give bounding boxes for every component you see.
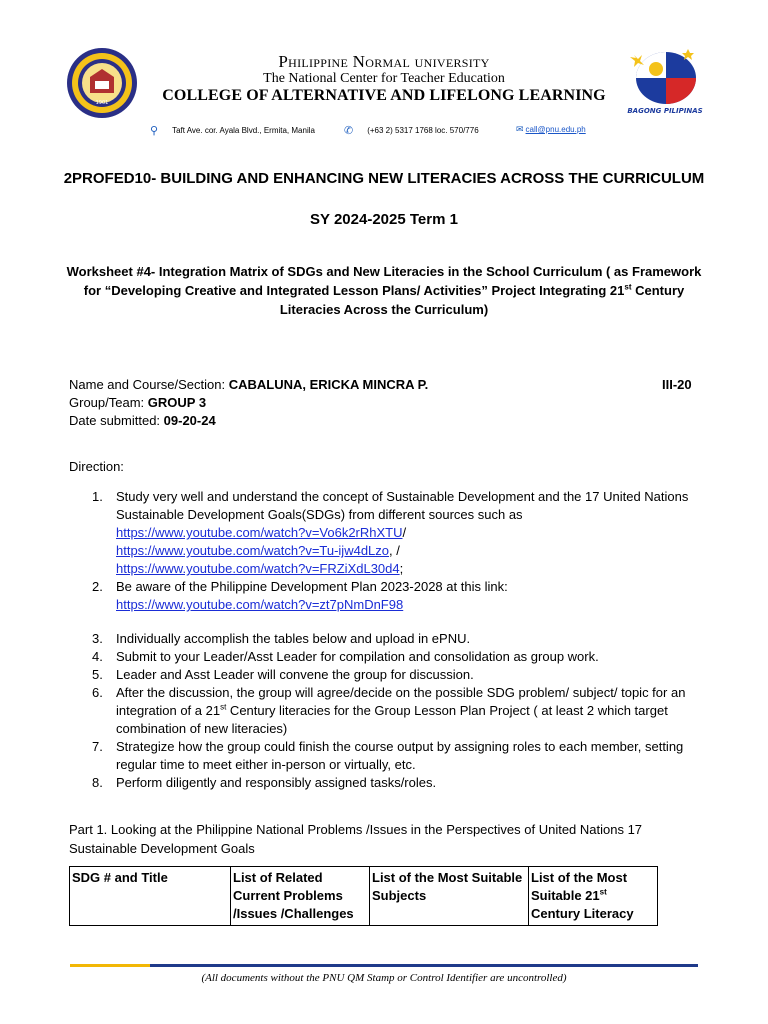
group-value: GROUP 3 (147, 395, 207, 410)
seal-year: 1901 (95, 100, 109, 106)
separator: , / (389, 543, 400, 558)
col-problems: List of Related Current Problems /Issues /Challenges (231, 867, 370, 926)
direction-item-2 (92, 578, 702, 614)
item-text-a: After the discussion, the group will agree/decide on the possible SDG problem/ subject/ topic for an integration of a 21 (116, 685, 686, 718)
worksheet-title-part-b: Century Literacies Across the Curriculum) (279, 283, 685, 317)
youtube-link-1[interactable]: https://www.youtube.com/watch?v=Vo6k2rRhXTU (116, 525, 403, 540)
date-line (69, 413, 216, 428)
direction-item-6 (92, 684, 702, 738)
col-literacy-sup: st (599, 887, 607, 897)
direction-item-3 (92, 630, 702, 648)
item-number: 1. (92, 489, 103, 504)
item-text: Perform diligently and responsibly assigned tasks/roles. (116, 775, 437, 790)
direction-list-b (92, 630, 702, 792)
item-number: 5. (92, 667, 103, 682)
item-number: 4. (92, 649, 103, 664)
college-name: COLLEGE OF ALTERNATIVE AND LIFELONG LEARNING (162, 87, 606, 104)
section-value: III-20 (662, 377, 692, 392)
item-number: 6. (92, 685, 103, 700)
item-number: 2. (92, 579, 103, 594)
email-line (516, 124, 586, 135)
item-number: 8. (92, 775, 103, 790)
envelope-icon: ✉ (516, 124, 524, 134)
date-value: 09-20-24 (163, 413, 216, 428)
location-pin-icon: ⚲ (150, 125, 159, 137)
footer-rule-gold (70, 964, 150, 967)
footer-rule-navy (150, 964, 698, 967)
group-line (69, 395, 206, 410)
phone-icon: ✆ (344, 125, 354, 137)
col-literacy-a: List of the Most Suitable 21 (531, 870, 628, 903)
item-text: Study very well and understand the concept of Sustainable Development and the 17 United Nations Sustainable Development Goals(SDGs) from different sources such as (116, 489, 689, 522)
direction-item-1 (92, 488, 702, 578)
group-label: Group/Team: (69, 395, 148, 410)
direction-label: Direction: (69, 459, 124, 474)
item-text: Submit to your Leader/Asst Leader for compilation and consolidation as group work. (116, 649, 599, 664)
direction-item-5 (92, 666, 702, 684)
sdg-integration-table (69, 866, 658, 926)
separator: ; (399, 561, 404, 576)
youtube-link-2[interactable]: https://www.youtube.com/watch?v=Tu-ijw4dLzo (116, 543, 390, 558)
item-number: 3. (92, 631, 103, 646)
email-link[interactable]: call@pnu.edu.ph (525, 125, 586, 134)
worksheet-title-part-a: Worksheet #4- Integration Matrix of SDGs and New Literacies in the School Curriculum ( as Framework for “Developing Creative and Integrated Lesson Plans/ Activities” Project Integrating 21 (66, 264, 702, 298)
separator: / (402, 525, 407, 540)
table-header-row (70, 867, 658, 926)
address-line (150, 124, 315, 137)
col-sdg-title: SDG # and Title (70, 867, 231, 926)
item-text: Be aware of the Philippine Development Plan 2023-2028 at this link: (116, 579, 508, 594)
col-literacy-b: Century Literacy (531, 906, 634, 921)
item-text-b: Century literacies for the Group Lesson Plan Project ( at least 2 which target combination of new literacies) (116, 703, 668, 736)
direction-item-7 (92, 738, 702, 774)
item-text: Individually accomplish the tables below and upload in ePNU. (116, 631, 471, 646)
name-value: CABALUNA, ERICKA MINCRA P. (228, 377, 429, 392)
footer-note: (All documents without the PNU QM Stamp or Control Identifier are uncontrolled) (201, 972, 567, 984)
name-line (69, 377, 428, 392)
address-text: Taft Ave. cor. Ayala Blvd., Ermita, Manila (172, 126, 315, 135)
direction-item-4 (92, 648, 702, 666)
worksheet-title (60, 262, 708, 319)
item-sup: st (220, 702, 227, 712)
phone-line (344, 124, 479, 137)
phone-text: (+63 2) 5317 1768 loc. 570/776 (367, 126, 479, 135)
center-name: The National Center for Teacher Education (263, 71, 505, 86)
item-text: Strategize how the group could finish the course output by assigning roles to each member, setting regular time to meet either in-person or virtually, etc. (116, 739, 684, 772)
bagong-pilipinas-label: BAGONG PILIPINAS (627, 107, 703, 115)
name-label: Name and Course/Section: (69, 377, 229, 392)
item-text: Leader and Asst Leader will convene the group for discussion. (116, 667, 474, 682)
university-name: Philippine Normal university (278, 52, 490, 71)
part1-heading: Part 1. Looking at the Philippine National Problems /Issues in the Perspectives of United Nations 17 Sustainable Development Goals (69, 822, 643, 856)
item-number: 7. (92, 739, 103, 754)
date-label: Date submitted: (69, 413, 164, 428)
youtube-link-pdp[interactable]: https://www.youtube.com/watch?v=zt7pNmDnF98 (116, 597, 404, 612)
school-year: SY 2024-2025 Term 1 (310, 211, 458, 228)
worksheet-title-sup: st (624, 282, 632, 292)
course-title: 2PROFED10- BUILDING AND ENHANCING NEW LITERACIES ACROSS THE CURRICULUM (63, 170, 705, 187)
direction-item-8 (92, 774, 702, 792)
col-literacy (529, 867, 658, 926)
direction-list-a (92, 488, 702, 614)
col-subjects: List of the Most Suitable Subjects (370, 867, 529, 926)
youtube-link-3[interactable]: https://www.youtube.com/watch?v=FRZiXdL30d4 (116, 561, 400, 576)
